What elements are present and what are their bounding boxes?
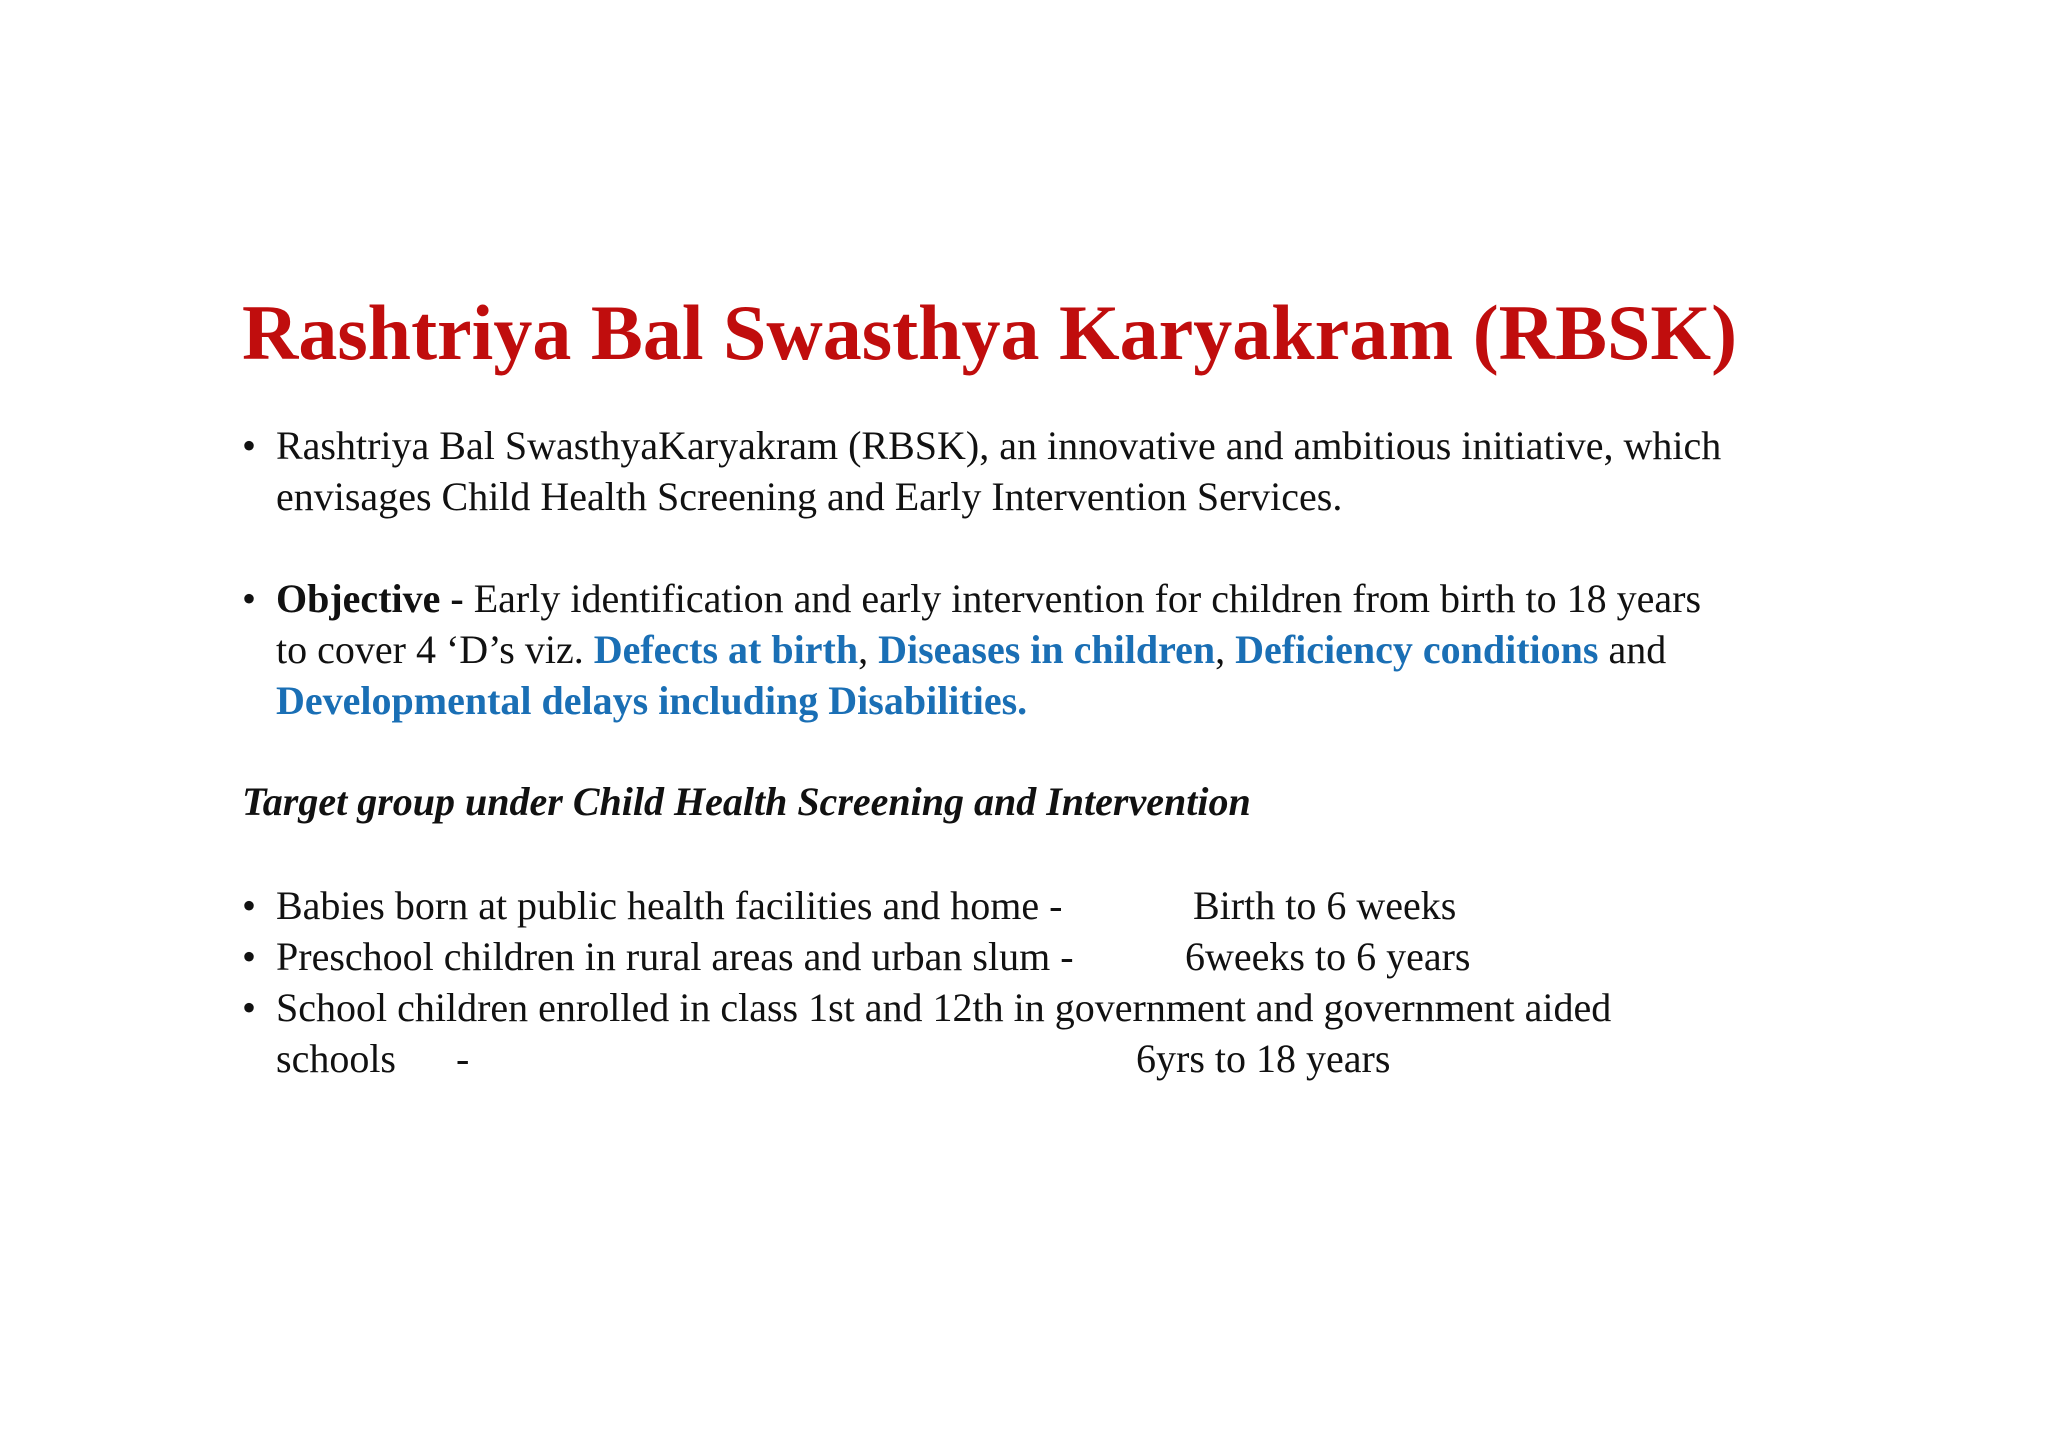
separator: , — [858, 627, 879, 672]
and-text: and — [1598, 627, 1667, 672]
bullet-marker: • — [242, 985, 257, 1030]
deficiency-conditions: Deficiency conditions — [1235, 627, 1599, 672]
bullet-marker: • — [242, 423, 257, 468]
objective-line-1 — [276, 573, 1842, 624]
objective-label: Objective - — [276, 576, 464, 621]
diseases-in-children: Diseases in children — [878, 627, 1216, 672]
objective-line-2 — [276, 624, 1842, 675]
objective-bullet — [242, 573, 1842, 726]
target-group-heading: Target group under Child Health Screening and Intervention — [242, 779, 1251, 824]
objective-text: Early identification and early intervention for children from birth to 18 years — [463, 576, 1702, 621]
intro-line-2: envisages Child Health Screening and Early Intervention Services. — [276, 474, 1343, 519]
target-dash: - — [456, 1036, 470, 1081]
separator: , — [1215, 627, 1236, 672]
target-range: Birth to 6 weeks — [1193, 883, 1457, 928]
target-label: Babies born at public health facilities and home - — [276, 883, 1063, 928]
slide-title: Rashtriya Bal Swasthya Karyakram (RBSK) — [242, 289, 1738, 376]
intro-line-1: Rashtriya Bal SwasthyaKaryakram (RBSK), an innovative and ambitious initiative, which — [276, 423, 1722, 468]
bullet-marker: • — [242, 883, 257, 928]
target-range: 6weeks to 6 years — [1185, 934, 1471, 979]
objective-text-2: to cover 4 ‘D’s viz. — [276, 627, 594, 672]
intro-bullet — [242, 420, 1842, 522]
target-range: 6yrs to 18 years — [1136, 1036, 1391, 1081]
bullet-marker: • — [242, 934, 257, 979]
target-label: School children enrolled in class 1st and 12th in government and government aided — [276, 985, 1612, 1030]
bullet-marker: • — [242, 576, 257, 621]
defects-at-birth: Defects at birth — [593, 627, 859, 672]
target-label: Preschool children in rural areas and urban slum - — [276, 934, 1074, 979]
target-label: schools — [276, 1036, 396, 1081]
developmental-delays: Developmental delays including Disabilities. — [276, 678, 1028, 723]
